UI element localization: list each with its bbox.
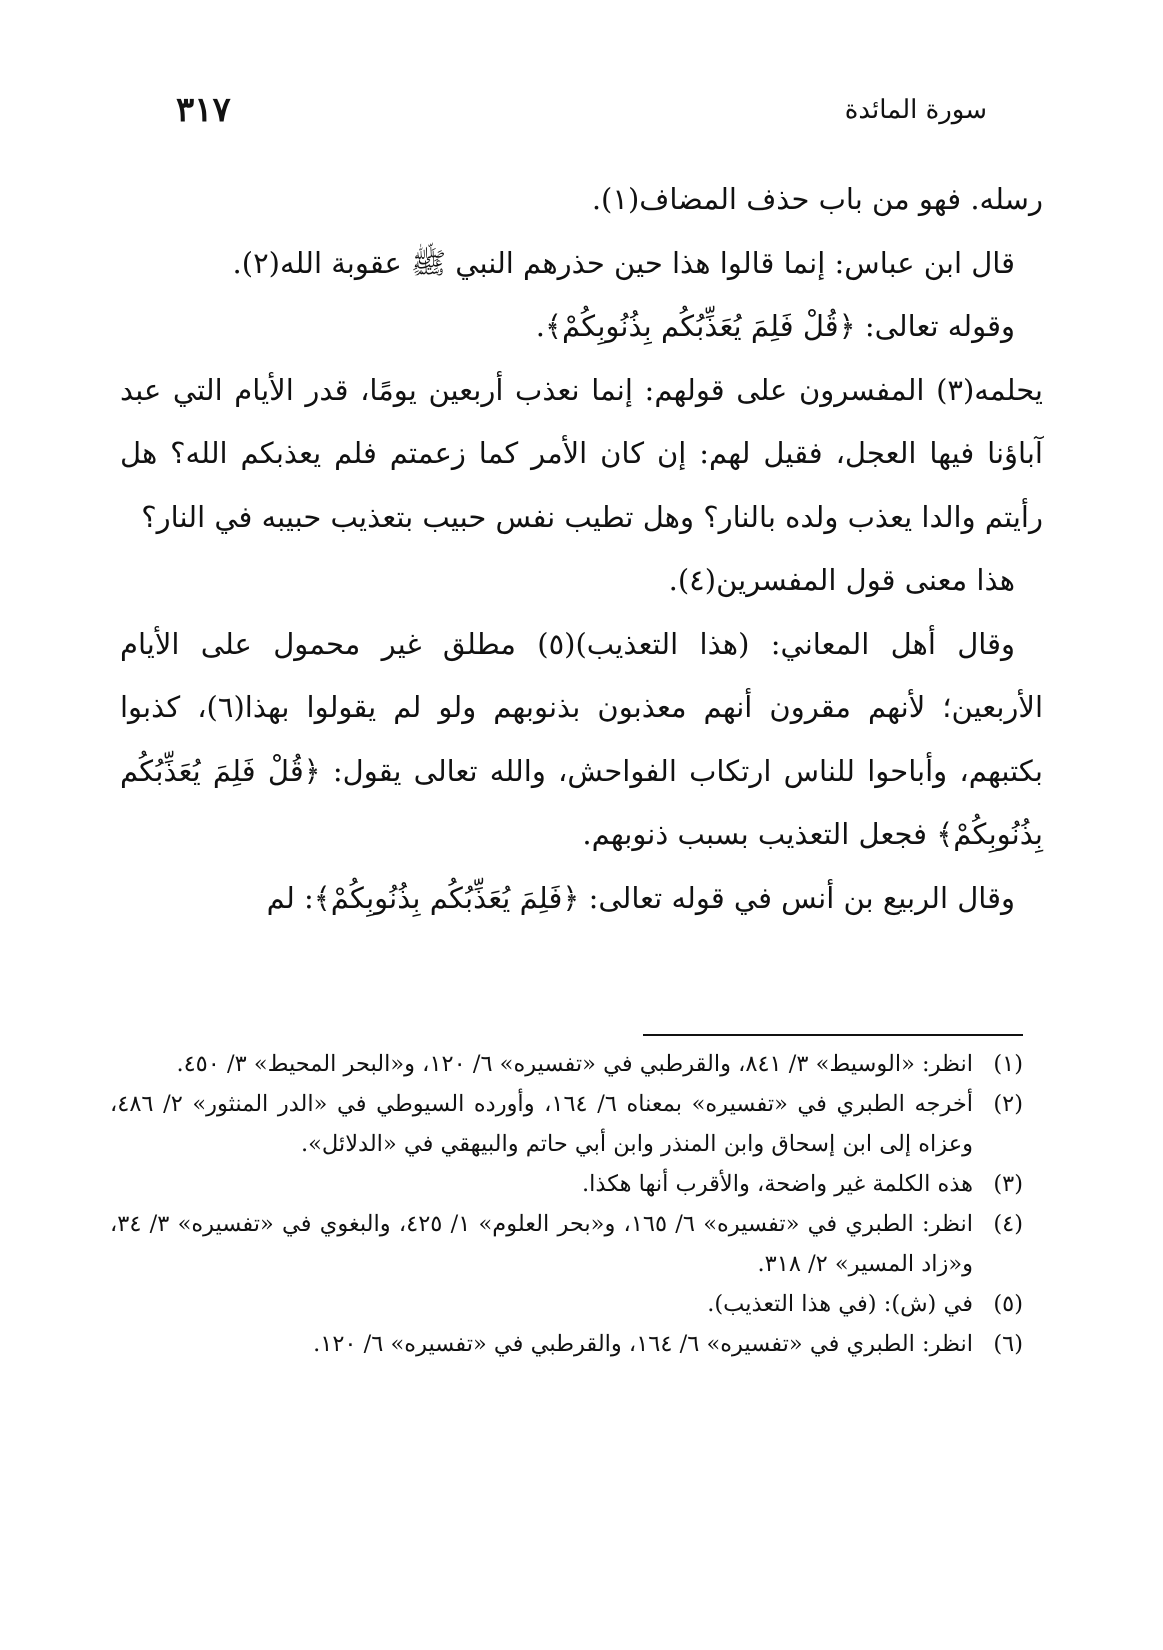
footnote-number: (٣)	[993, 1171, 1023, 1197]
surah-title: سورة المائدة	[844, 95, 987, 125]
page-number: ٣١٧	[176, 90, 231, 130]
footnote	[110, 1324, 1023, 1364]
footnote-text: أخرجه الطبري في «تفسيره» بمعناه ٦/ ١٦٤، وأورده السيوطي في «الدر المنثور» ٢/ ٤٨٦، وعزاه إلى ابن إسحاق وابن المنذر وابن أبي حاتم والبيهقي في «الدلائل».	[110, 1091, 973, 1157]
footnote-text: انظر: «الوسيط» ٣/ ٨٤١، والقرطبي في «تفسيره» ٦/ ١٢٠، و«البحر المحيط» ٣/ ٤٥٠.	[176, 1051, 973, 1077]
footnote	[110, 1084, 1023, 1164]
footnote-text: انظر: الطبري في «تفسيره» ٦/ ١٦٤، والقرطبي في «تفسيره» ٦/ ١٢٠.	[313, 1331, 973, 1357]
footnote	[110, 1164, 1023, 1204]
footnote	[110, 1284, 1023, 1324]
footnote-text: انظر: الطبري في «تفسيره» ٦/ ١٦٥، و«بحر العلوم» ١/ ٤٢٥، والبغوي في «تفسيره» ٣/ ٣٤، و«زاد المسير» ٢/ ٣١٨.	[110, 1211, 973, 1277]
footnote	[110, 1044, 1023, 1084]
footnote-number: (٢)	[993, 1091, 1023, 1117]
paragraph: رسله. فهو من باب حذف المضاف(١).	[591, 182, 1043, 216]
paragraph: قال ابن عباس: إنما قالوا هذا حين حذرهم النبي ﷺ عقوبة الله(٢).	[232, 245, 1015, 280]
footnote-number: (٥)	[993, 1291, 1023, 1317]
footnote-text: في (ش): (في هذا التعذيب).	[707, 1291, 973, 1317]
main-text	[120, 168, 1043, 930]
paragraph: يحلمه(٣) المفسرون على قولهم: إنما نعذب أربعين يومًا، قدر الأيام التي عبد آباؤنا فيها العجل، فقيل لهم: إن كان الأمر كما زعمتم فلم يعذبكم الله؟ هل رأيتم والدا يعذب ولده بالنار؟ وهل تطيب نفس حبيب بتعذيب حبيبه في النار؟	[120, 372, 1043, 534]
footnote-number: (٦)	[993, 1331, 1023, 1357]
paragraph: وقوله تعالى: ﴿قُلْ فَلِمَ يُعَذِّبُكُم بِذُنُوبِكُمْ﴾.	[535, 309, 1015, 343]
footnote-text: هذه الكلمة غير واضحة، والأقرب أنها هكذا.	[581, 1171, 973, 1197]
paragraph: وقال أهل المعاني: (هذا التعذيب)(٥) مطلق غير محمول على الأيام الأربعين؛ لأنهم مقرون أنهم معذبون بذنوبهم ولو لم يقولوا بهذا(٦)، كذبوا بكتبهم، وأباحوا للناس ارتكاب الفواحش، والله تعالى يقول: ﴿قُلْ فَلِمَ يُعَذِّبُكُم بِذُنُوبِكُمْ﴾ فجعل التعذيب بسبب ذنوبهم.	[120, 626, 1043, 851]
footnote-number: (١)	[993, 1051, 1023, 1077]
paragraph: هذا معنى قول المفسرين(٤).	[668, 563, 1015, 597]
footnote-separator	[643, 1034, 1023, 1036]
page-header	[176, 86, 987, 134]
footnote-number: (٤)	[993, 1211, 1023, 1237]
footnote	[110, 1204, 1023, 1284]
paragraph: وقال الربيع بن أنس في قوله تعالى: ﴿فَلِمَ يُعَذِّبُكُم بِذُنُوبِكُمْ﴾: لم	[266, 880, 1015, 915]
footnotes	[110, 1044, 1023, 1364]
